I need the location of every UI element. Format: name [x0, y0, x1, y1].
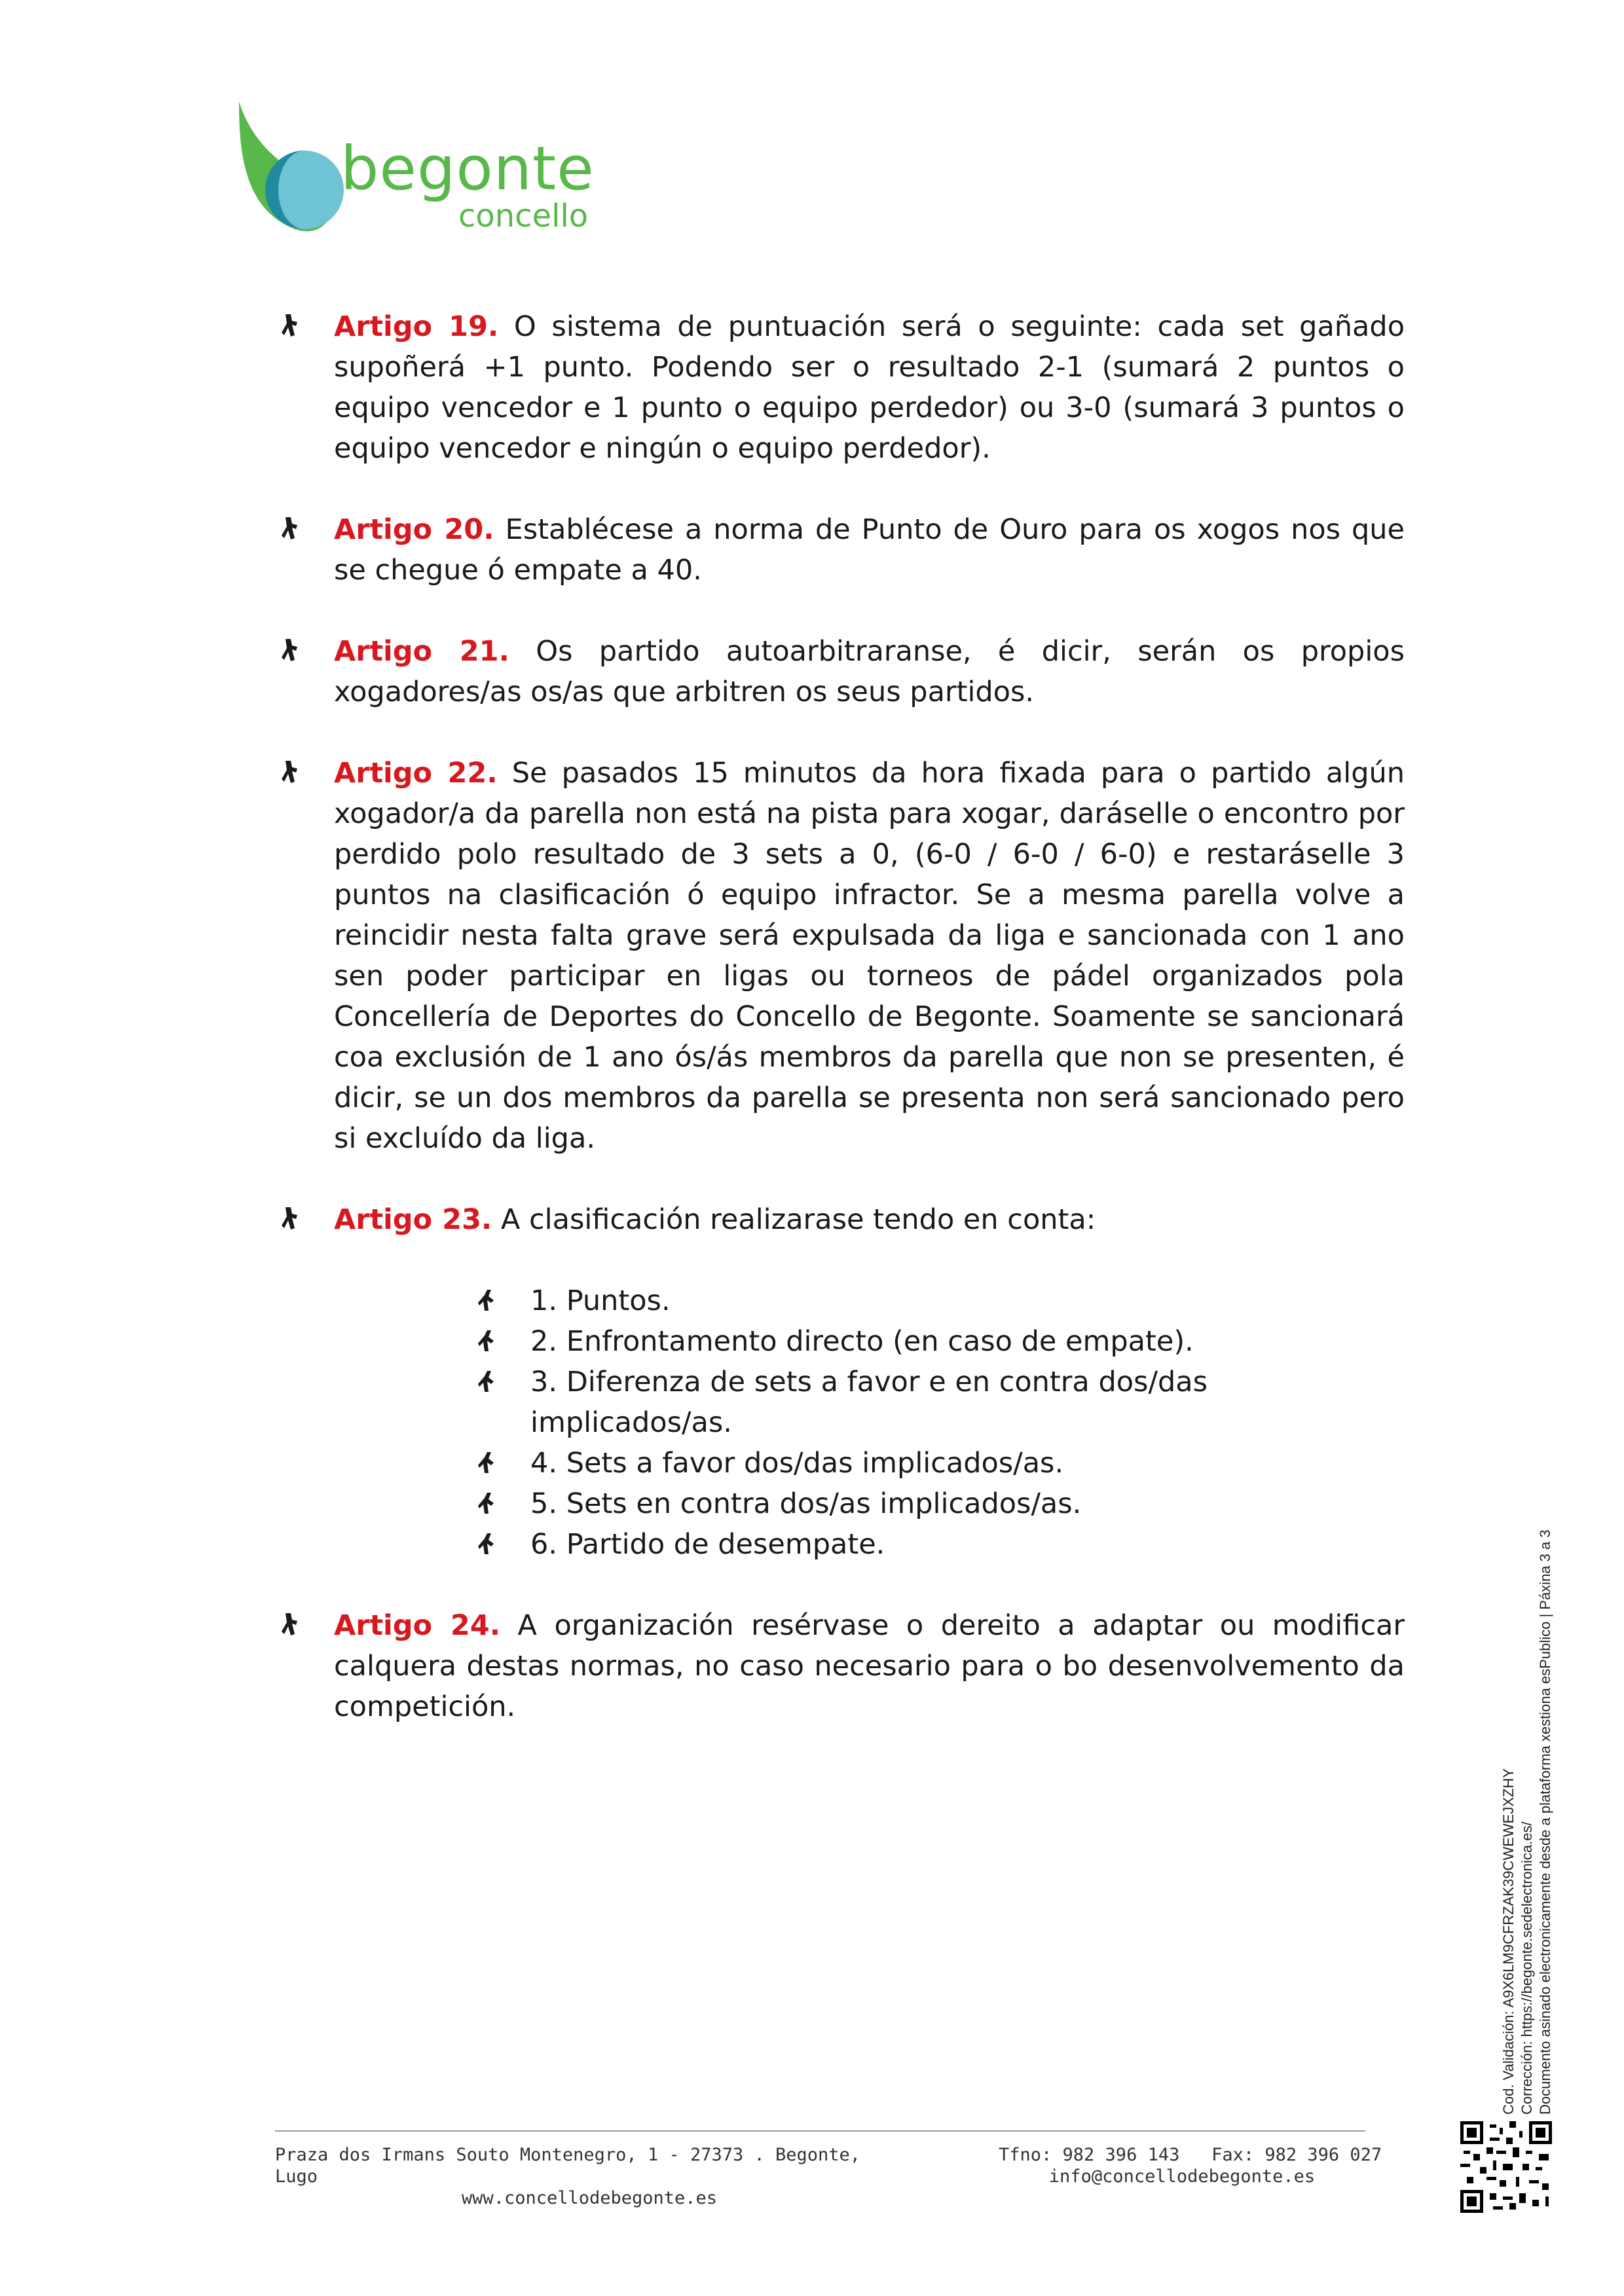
concello-logo	[232, 98, 599, 242]
footer-phones: Tfno: 982 396 143 Fax: 982 396 027	[999, 2145, 1382, 2165]
figure-bullet-icon	[478, 1329, 495, 1353]
article-number: Artigo 19.	[334, 310, 499, 343]
list-item	[478, 1443, 1405, 1484]
figure-bullet-icon	[478, 1451, 495, 1474]
figure-bullet-icon	[282, 516, 301, 541]
article-number: Artigo 22.	[334, 757, 498, 790]
figure-bullet-icon	[282, 313, 301, 338]
criterion-text: 6. Partido de desempate.	[530, 1528, 885, 1561]
figure-bullet-icon	[478, 1491, 495, 1515]
article-19	[282, 306, 1405, 469]
article-text: O sistema de puntuación será o seguinte: cada set gañado supoñerá +1 punto. Podendo ser o resultado 2-1 (sumará 2 puntos o equipo vencedor e 1 punto o equipo perdedor) ou 3-0 (sumará 3 puntos o equipo vencedor e ningún o equipo perdedor).	[334, 310, 1405, 465]
footer-divider	[275, 2130, 1365, 2132]
figure-bullet-icon	[282, 1206, 301, 1231]
article-22	[282, 753, 1405, 1159]
figure-bullet-icon	[282, 638, 301, 663]
figure-bullet-icon	[282, 1612, 301, 1637]
footer-email[interactable]: info@concellodebegonte.es	[1048, 2166, 1316, 2187]
footer-address-block	[275, 2144, 904, 2209]
list-item	[478, 1524, 1405, 1565]
classification-criteria-list	[478, 1281, 1405, 1565]
figure-bullet-icon	[478, 1288, 495, 1312]
criterion-text: 2. Enfrontamento directo (en caso de empate).	[530, 1325, 1194, 1358]
criterion-text: 3. Diferenza de sets a favor e en contra dos/das implicados/as.	[530, 1366, 1208, 1439]
criterion-text: 4. Sets a favor dos/das implicados/as.	[530, 1447, 1064, 1480]
logo-subtitle: concello	[458, 198, 589, 234]
list-item	[478, 1321, 1405, 1362]
qr-code	[1460, 2121, 1552, 2213]
footer-address: Praza dos Irmans Souto Montenegro, 1 - 27373 . Begonte, Lugo	[275, 2145, 861, 2187]
figure-bullet-icon	[478, 1532, 495, 1556]
article-text: A organización resérvase o dereito a adaptar ou modificar calquera destas normas, no caso necesario para o bo desenvolvemento da competición.	[334, 1609, 1405, 1723]
article-24	[282, 1605, 1405, 1727]
article-23	[282, 1199, 1405, 1240]
list-item	[478, 1484, 1405, 1524]
logo-wordmark: begonte	[341, 134, 595, 204]
footer-website[interactable]: www.concellodebegonte.es	[461, 2188, 718, 2208]
validation-url: Corrección: https://begonte.sedelectronica.es/	[1519, 1821, 1535, 2115]
article-text: Os partido autoarbitraranse, é dicir, serán os propios xogadores/as os/as que arbitren os seus partidos.	[334, 635, 1405, 708]
article-number: Artigo 21.	[334, 635, 509, 668]
article-text: Establécese a norma de Punto de Ouro para os xogos nos que se chegue ó empate a 40.	[334, 513, 1405, 587]
list-item	[478, 1281, 1405, 1321]
article-20	[282, 509, 1405, 591]
article-number: Artigo 24.	[334, 1609, 501, 1642]
validation-stamp	[1500, 1529, 1555, 2115]
article-number: Artigo 20.	[334, 513, 494, 546]
footer-contact-block	[999, 2144, 1382, 2187]
figure-bullet-icon	[478, 1370, 495, 1393]
article-21	[282, 631, 1405, 712]
criterion-text: 1. Puntos.	[530, 1285, 671, 1317]
article-text: Se pasados 15 minutos da hora fixada para o partido algún xogador/a da parella non está na pista para xogar, daráselle o encontro por perdido polo resultado de 3 sets a 0, (6-0 / 6-0 / 6-0) e restaráselle 3 puntos na clasificación ó equipo infractor. Se a mesma parella volve a reincidir nesta falta grave será expulsada da liga e sancionada con 1 ano sen poder participar en ligas ou torneos de pádel organizados pola Concellería de Deportes do Concello de Begonte. Soamente se sancionará coa exclusión de 1 ano ós/ás membros da parella que non se presenten, é dicir, se un dos membros da parella se presenta non será sancionado pero si excluído da liga.	[334, 757, 1405, 1155]
article-text: A clasificación realizarase tendo en conta:	[492, 1203, 1096, 1236]
leaf-drop-icon	[232, 98, 344, 242]
figure-bullet-icon	[282, 759, 301, 784]
list-item	[478, 1362, 1405, 1443]
validation-code: Cod. Validación: A9X6LM9CFRZAK39CWEWEJXZHY	[1500, 1768, 1517, 2115]
criterion-text: 5. Sets en contra dos/as implicados/as.	[530, 1487, 1082, 1520]
article-number: Artigo 23.	[334, 1203, 492, 1236]
articles-body	[282, 306, 1405, 1727]
validation-note: Documento asinado electronicamente desde a plataforma xestiona esPublico | Páxina 3 a 3	[1537, 1529, 1553, 2115]
